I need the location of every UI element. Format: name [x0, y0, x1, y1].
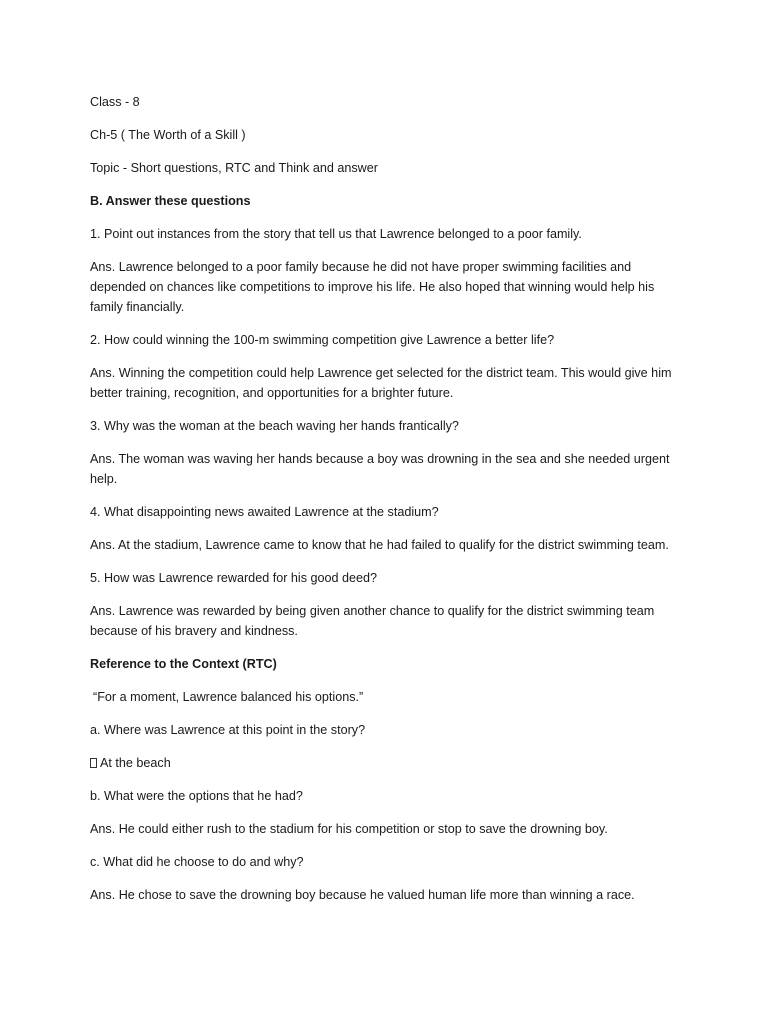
answer-3: Ans. The woman was waving her hands because a boy was drowning in the sea and she needed urgent help. [90, 452, 670, 486]
chapter-line: Ch-5 ( The Worth of a Skill ) [90, 128, 246, 142]
rtc-answer-a [90, 753, 680, 773]
question-1: 1. Point out instances from the story that tell us that Lawrence belonged to a poor family. [90, 227, 582, 241]
question-3: 3. Why was the woman at the beach waving her hands frantically? [90, 419, 459, 433]
question-5: 5. How was Lawrence rewarded for his good deed? [90, 571, 378, 585]
class-line: Class - 8 [90, 95, 140, 109]
rtc-answer-a-text: At the beach [100, 756, 171, 770]
rtc-answer-c: Ans. He chose to save the drowning boy because he valued human life more than winning a race. [90, 888, 635, 902]
question-4: 4. What disappointing news awaited Lawrence at the stadium? [90, 505, 439, 519]
rtc-question-a: a. Where was Lawrence at this point in the story? [90, 723, 366, 737]
answer-4: Ans. At the stadium, Lawrence came to know that he had failed to qualify for the district swimming team. [90, 538, 669, 552]
answer-1: Ans. Lawrence belonged to a poor family because he did not have proper swimming facilities and depended on chances like competitions to improve his life. He also hoped that winning would help his family financially. [90, 260, 655, 314]
box-icon [90, 758, 97, 768]
document-page [90, 92, 680, 918]
section-b-heading: B. Answer these questions [90, 194, 251, 208]
rtc-question-b: b. What were the options that he had? [90, 789, 303, 803]
rtc-question-c: c. What did he choose to do and why? [90, 855, 304, 869]
rtc-answer-b: Ans. He could either rush to the stadium for his competition or stop to save the drowning boy. [90, 822, 608, 836]
answer-5: Ans. Lawrence was rewarded by being given another chance to qualify for the district swimming team because of his bravery and kindness. [90, 604, 655, 638]
question-2: 2. How could winning the 100-m swimming competition give Lawrence a better life? [90, 333, 555, 347]
rtc-quote: “For a moment, Lawrence balanced his options.” [93, 690, 364, 704]
rtc-heading: Reference to the Context (RTC) [90, 657, 277, 671]
answer-2: Ans. Winning the competition could help Lawrence get selected for the district team. This would give him better training, recognition, and opportunities for a brighter future. [90, 366, 672, 400]
topic-line: Topic - Short questions, RTC and Think and answer [90, 161, 378, 175]
